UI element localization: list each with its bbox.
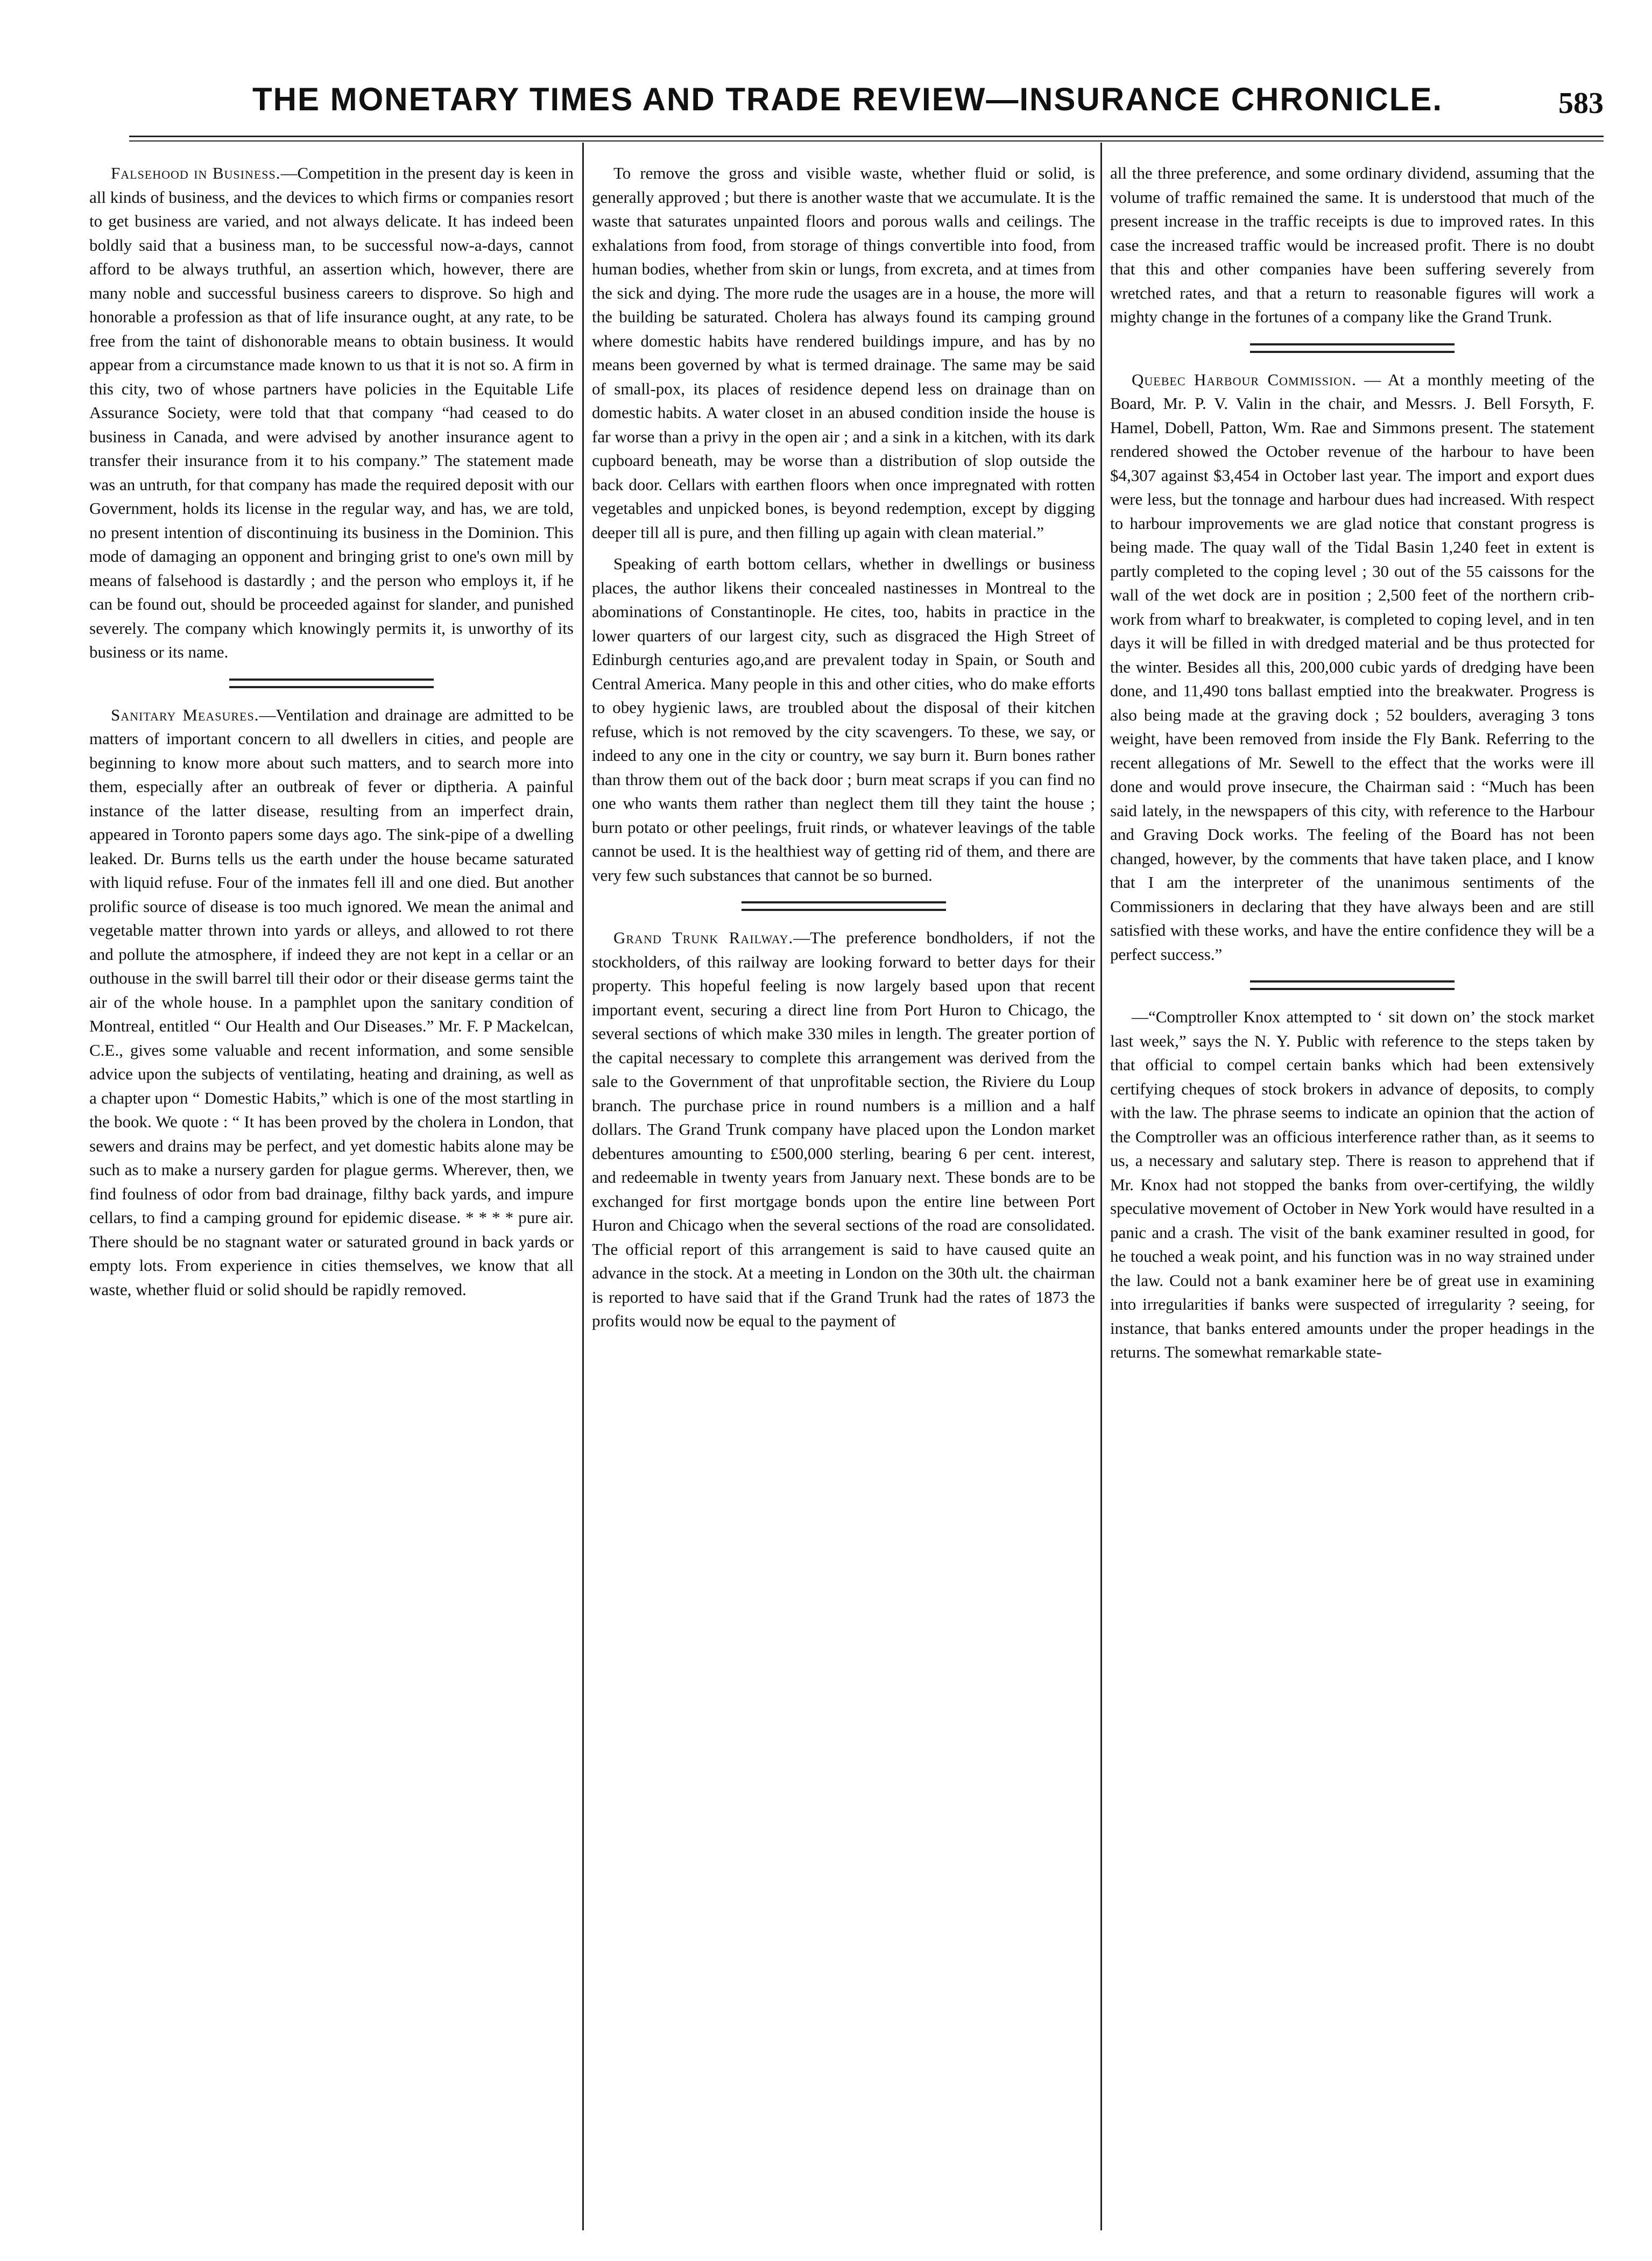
publication-title: THE MONETARY TIMES AND TRADE REVIEW—INSURANCE CHRONICLE. [252, 81, 1443, 117]
article-heading: Quebec Harbour Commission. [1132, 370, 1357, 389]
column-left [89, 161, 574, 2238]
article-heading: Falsehood in Business. [111, 164, 281, 182]
column-middle [592, 161, 1095, 2238]
section-separator [229, 679, 434, 688]
section-separator [1250, 980, 1455, 990]
article-sanitary-continued: Speaking of earth bottom cellars, whether in dwellings or business places, the author likens their concealed nastinesses in Montreal to the abominations of Constantinople. He cites, too, habits in practice in the lower quarters of our largest city, such as disgraced the High Street of Edinburgh centuries ago,and are prevalent today in Spain, or South and Central America. Many people in this and other cities, who do make efforts to obey hygienic laws, are troubled about the disposal of their kitchen refuse, which is not removed by the city scavengers. To these, we say, or indeed to any one in the city or country, we say burn it. Burn bones rather than throw them out of the back door ; burn meat scraps if you can find no one who wants them rather than neglect them till they taint the house ; burn potato or other peelings, fruit rinds, or whatever leavings of the table cannot be used. It is the healthiest way of getting rid of them, and there are very few such substances that cannot be so burned. [592, 554, 1095, 885]
article-body: —Competition in the present day is keen in all kinds of business, and the devices to which firms or companies resort to get business are varied, and not always delicate. It has indeed been boldly said that a business man, to be successful now-a-days, cannot afford to be always truthful, an assertion which, however, there are many noble and successful business careers to disprove. So high and honorable a profession as that of life insurance ought, at any rate, to be free from the taint of dishonorable means to obtain business. It would appear from a circumstance made known to us that it is not so. A firm in this city, two of whose partners have policies in the Equitable Life Assurance Society, were told that that company “had ceased to do business in Canada, and were advised by another insurance agent to transfer their insurance from it to his company.” The statement made was an untruth, for that company has made the required deposit with our Government, holds its license in the regular way, and has, we are told, no present intention of discontinuing its business in the Dominion. This mode of damaging an opponent and bringing grist to one's own mill by means of falsehood is dastardly ; and the person who employs it, if he can be found out, should be proceeded against for slander, and punished severely. The company which knowingly permits it, is unworthy of its business or its name. [89, 164, 574, 661]
column-divider [1100, 143, 1102, 2230]
header-rule [129, 136, 1604, 142]
article-heading: Grand Trunk Railway. [613, 928, 794, 947]
article-heading: Sanitary Measures. [111, 705, 259, 724]
section-separator [1250, 343, 1455, 353]
article-body: —The preference bondholders, if not the stockholders, of this railway are looking forward to better days for their property. This hopeful feeling is now largely based upon that recent important event, securing a direct line from Port Huron to Chicago, the several sections of which make 330 miles in length. The greater portion of the capital necessary to complete this arrangement was derived from the sale to the Government of that unprofitable section, the Riviere du Loup branch. The purchase price in round numbers is a million and a half dollars. The Grand Trunk company have placed upon the London market debentures amounting to £500,000 sterling, bearing 6 per cent. interest, and redeemable in twenty years from January next. These bonds are to be exchanged for first mortgage bonds upon the entire line between Port Huron and Chicago when the several sections of the road are consolidated. The official report of this arrangement is said to have caused quite an advance in the stock. At a meeting in London on the 30th ult. the chairman is reported to have said that if the Grand Trunk had the rates of 1873 the profits would now be equal to the payment of [592, 928, 1095, 1330]
column-right [1110, 161, 1594, 2238]
article-quebec [1110, 368, 1594, 967]
page-number: 583 [1558, 87, 1604, 120]
column-divider [582, 143, 584, 2230]
article-comptroller: —“Comptroller Knox attempted to ‘ sit down on’ the stock market last week,” says the N. Y. Public with reference to the steps taken by that official to compel certain banks which had been extensively certifying cheques of stock brokers in advance of deposits, to comply with the law. The phrase seems to indicate an opinion that the action of the Comptroller was an officious interference rather than, as it seems to us, a necessary and salutary step. There is reason to apprehend that if Mr. Knox had not stopped the banks from over-certifying, the wildly speculative movement of October in New York would have resulted in a panic and a crash. The visit of the bank examiner resulted in good, for he touched a weak point, and his function was in no way strained under the law. Could not a bank examiner here be of great use in examining into irregularities if banks were suspected of irregularity ? seeing, for instance, that banks entered amounts under the proper headings in the returns. The somewhat remarkable state- [1110, 1007, 1594, 1361]
section-separator [742, 901, 946, 911]
page-header [129, 81, 1604, 135]
article-body: —Ventilation and drainage are admitted to be matters of important concern to all dwellers in cities, and people are beginning to know more about such matters, and to search more into them, especially after an outbreak of fever or diptheria. A painful instance of the latter disease, resulting from an imperfect drain, appeared in Toronto papers some days ago. The sink-pipe of a dwelling leaked. Dr. Burns tells us the earth under the house became saturated with liquid refuse. Four of the inmates fell ill and one died. But another prolific source of disease is too much ignored. We mean the animal and vegetable matter thrown into yards or alleys, and allowed to rot there and pollute the atmosphere, if indeed they are not kept in a cellar or an outhouse in the swill barrel till their odor or their disease germs taint the air of the whole house. In a pamphlet upon the sanitary condition of Montreal, entitled “ Our Health and Our Diseases.” Mr. F. P Mackelcan, C.E., gives some valuable and recent information, and some sensible advice upon the subjects of ventilating, heating and draining, as well as a chapter upon “ Domestic Habits,” which is one of the most startling in the book. We quote : “ It has been proved by the cholera in London, that sewers and drains may be perfect, and yet domestic habits alone may be such as to make a nursery garden for plague germs. Wherever, then, we find foulness of odor from bad drainage, filthy back yards, and impure cellars, to find a camping ground for epidemic disease. * * * * pure air. There should be no stagnant water or saturated ground in back yards or empty lots. From experience in cities themselves, we know that all waste, whether fluid or solid should be rapidly removed. [89, 705, 574, 1299]
article-sanitary [89, 703, 574, 1302]
article-falsehood [89, 161, 574, 665]
article-grand-trunk [592, 926, 1095, 1333]
article-body: — At a monthly meeting of the Board, Mr. P. V. Valin in the chair, and Messrs. J. Bell Forsyth, F. Hamel, Dobell, Patton, Wm. Rae and Simmons present. The statement rendered showed the October revenue of the harbour to have been $4,307 against $3,454 in October last year. The import and export dues were less, but the tonnage and harbour dues had increased. With respect to harbour improvements we are glad notice that constant progress is being made. The quay wall of the Tidal Basin 1,240 feet in extent is partly completed to the coping level ; 30 out of the 55 caissons for the wall of the wet dock are in position ; 2,500 feet of the northern crib-work from wharf to breakwater, is completed to coping level, and in ten days it will be filled in with dredged material and be thus protected for the winter. Besides all this, 200,000 cubic yards of dredging have been done, and 11,490 tons ballast emptied into the breakwater. Progress is also being made at the graving dock ; 52 boulders, averaging 3 tons weight, have been removed from inside the Fly Bank. Referring to the recent allegations of Mr. Sewell to the effect that the works were ill done and would prove insecure, the Chairman said : “Much has been said lately, in the newspapers of this city, with reference to the Harbour and Graving Dock works. The feeling of the Board has not been changed, however, by the comments that have taken place, and I know that I am the interpreter of the unanimous sentiments of the Commissioners in declaring that they have always been and are still satisfied with these works, and have the entire confidence they will be a perfect success.” [1110, 370, 1594, 964]
article-grand-trunk-continued: all the three preference, and some ordinary dividend, assuming that the volume of traffic remained the same. It is understood that much of the present increase in the traffic receipts is due to improved rates. In this case the increased traffic would be increased profit. There is no doubt that this and other companies have been suffering severely from wretched rates, and that a return to reasonable figures will work a mighty change in the fortunes of a company like the Grand Trunk. [1110, 164, 1594, 326]
article-sanitary-continued: To remove the gross and visible waste, whether fluid or solid, is generally approved ; but there is another waste that we accumulate. It is the waste that saturates unpainted floors and porous walls and ceilings. The exhalations from food, from storage of things convertible into food, from human bodies, whether from skin or lungs, from excreta, and at times from the sick and dying. The more rude the usages are in a house, the more will the building be saturated. Cholera has always found its camping ground where domestic habits have rendered buildings impure, and has by no means been governed by what is termed drainage. The same may be said of small-pox, its places of residence depend less on drainage than on domestic habits. A water closet in an abused condition inside the house is far worse than a privy in the open air ; and a sink in a kitchen, with its dark cupboard beneath, may be worse than a distribution of slop outside the back door. Cellars with earthen floors when once impregnated with rotten vegetables and unpicked bones, is beyond redemption, except by digging deeper till all is pure, and then filling up again with clean material.” [592, 164, 1095, 542]
